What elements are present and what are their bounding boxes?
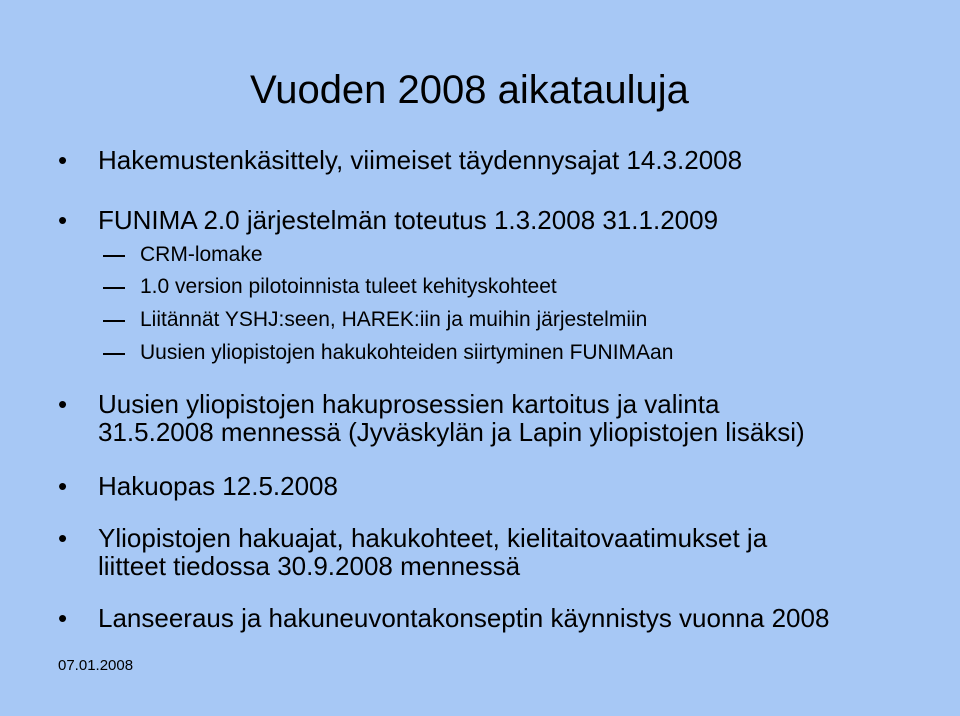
bullet-marker: • (58, 603, 68, 633)
bullet-item-lanseeraus: Lanseeraus ja hakuneuvontakonseptin käynnistys vuonna 2008 (98, 603, 830, 633)
footer-date: 07.01.2008 (58, 657, 134, 674)
sub-item-hakukohteet-siirto: Uusien yliopistojen hakukohteiden siirtyminen FUNIMAan (140, 341, 674, 364)
dash-marker (103, 255, 125, 257)
sub-item-pilotointi: 1.0 version pilotoinnista tuleet kehityskohteet (140, 275, 557, 298)
sub-item-crm-lomake: CRM-lomake (140, 243, 263, 266)
bullet-item-hakuajat-line1: Yliopistojen hakuajat, hakukohteet, kielitaitovaatimukset ja (98, 523, 768, 553)
slide-title: Vuoden 2008 aikatauluja (250, 68, 689, 112)
bullet-marker: • (58, 145, 68, 175)
bullet-marker: • (58, 471, 68, 501)
bullet-marker: • (58, 389, 68, 419)
dash-marker (103, 320, 125, 322)
dash-marker (103, 287, 125, 289)
bullet-item-hakemustenkasittely: Hakemustenkäsittely, viimeiset täydennysajat 14.3.2008 (98, 145, 743, 175)
bullet-item-hakuprosessit-line1: Uusien yliopistojen hakuprosessien kartoitus ja valinta (98, 389, 720, 419)
dash-marker (103, 353, 125, 355)
bullet-marker: • (58, 205, 68, 235)
bullet-item-hakuajat-line2: liitteet tiedossa 30.9.2008 mennessä (98, 551, 521, 581)
bullet-marker: • (58, 523, 68, 553)
sub-item-liitannat: Liitännät YSHJ:seen, HAREK:iin ja muihin järjestelmiin (140, 308, 648, 331)
bullet-item-funima: FUNIMA 2.0 järjestelmän toteutus 1.3.2008 31.1.2009 (98, 205, 719, 235)
bullet-item-hakuprosessit-line2: 31.5.2008 mennessä (Jyväskylän ja Lapin yliopistojen lisäksi) (98, 417, 805, 447)
bullet-item-hakuopas: Hakuopas 12.5.2008 (98, 471, 338, 501)
